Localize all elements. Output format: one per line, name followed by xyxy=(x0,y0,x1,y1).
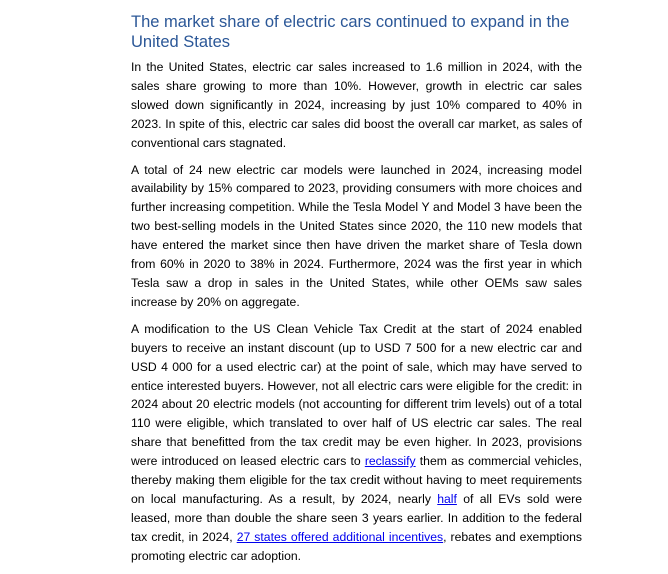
paragraph-3-text-1: A modification to the US Clean Vehicle Tax Credit at the start of 2024 enabled buyers to receive an instant discount (up to USD 7 500 for a new electric car and USD 4 000 for a used electric car) at the point of sale, which may have served to entice interested buyers. However, not all electric cars were eligible for the credit: in 2024 about 20 electric models (not accounting for different trim levels) out of a total 110 were eligible, which translated to over half of US electric car sales. The real share that benefitted from the tax credit may be even higher. In 2023, provisions were introduced on leased electric cars to xyxy=(131,321,582,469)
document-page xyxy=(131,12,582,574)
paragraph-3-text-2: them as commercial vehicles, thereby making them eligible for the tax credit without having to meet requirements on local manufacturing. As a result, by 2024, nearly xyxy=(131,454,583,506)
paragraph-3 xyxy=(131,320,582,566)
state-incentives-link[interactable]: 27 states offered additional incentives xyxy=(236,529,444,544)
section-heading: The market share of electric cars continued to expand in the United States xyxy=(131,13,570,51)
paragraph-1: In the United States, electric car sales increased to 1.6 million in 2024, with the sales share growing to more than 10%. However, growth in electric car sales slowed down significantly in 2024, increasing by just 10% compared to 40% in 2023. In spite of this, electric car sales did boost the overall car market, as sales of conventional cars stagnated. xyxy=(131,60,582,150)
paragraph-3-text-3: of all EVs sold were leased, more than double the share seen 3 years earlier. In addition to the federal tax credit, in 2024, xyxy=(131,491,582,544)
reclassify-link[interactable]: reclassify xyxy=(364,454,416,469)
paragraph-2: A total of 24 new electric car models were launched in 2024, increasing model availability by 15% compared to 2023, providing consumers with more choices and further increasing competition. While the Tesla Model Y and Model 3 have been the two best-selling models in the United States since 2020, the 110 new models that have entered the market since then have driven the market share of Tesla down from 60% in 2020 to 38% in 2024. Furthermore, 2024 was the first year in which Tesla saw a drop in sales in the United States, while other OEMs saw sales increase by 20% on aggregate. xyxy=(131,162,582,309)
paragraph-3-text-4: , rebates and exemptions promoting electric car adoption. xyxy=(131,529,582,563)
half-link[interactable]: half xyxy=(437,491,457,506)
